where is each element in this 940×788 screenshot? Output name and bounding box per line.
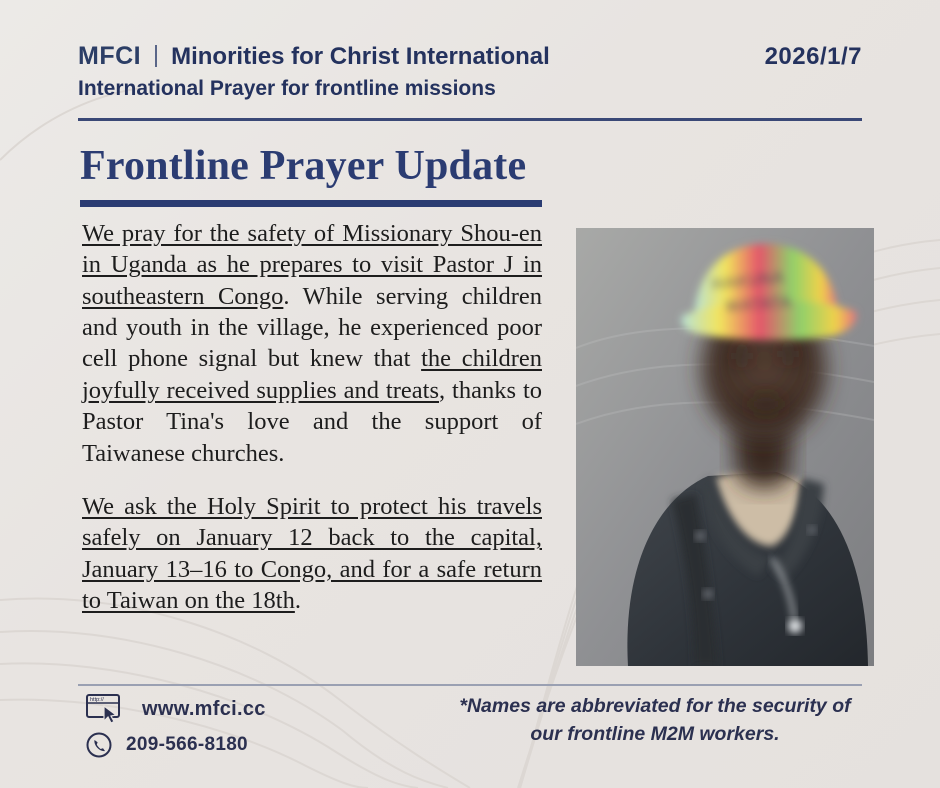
security-disclaimer	[440, 692, 870, 749]
header-subtitle: International Prayer for frontline missions	[78, 77, 496, 100]
phone-number[interactable]: 209-566-8180	[126, 734, 248, 755]
issue-date: 2026/1/7	[764, 43, 862, 70]
missionary-photo-illustration	[576, 228, 874, 666]
paragraph-two-highlight: We ask the Holy Spirit to protect his travels safely on January 12 back to the capital, January 13–16 to Congo, and for a safe return to Taiwan on the 18th	[82, 492, 542, 614]
brand-full-name: Minorities for Christ International	[171, 43, 550, 70]
svg-text:MATATA: MATATA	[724, 292, 793, 316]
paragraph-one-highlight-b: the children joyfully received supplies and treats	[82, 345, 542, 404]
footer-divider	[78, 684, 862, 686]
paragraph-one-text-a: . While serving children and youth in the village, he experienced poor cell phone signal but knew that	[82, 282, 542, 373]
phone-icon	[86, 732, 112, 758]
brand	[78, 42, 550, 71]
paragraph-one	[82, 218, 542, 469]
header-top-row	[78, 42, 862, 71]
brand-abbreviation: MFCI	[78, 42, 142, 70]
website-url[interactable]: www.mfci.cc	[142, 697, 266, 720]
svg-text:http://: http://	[90, 697, 104, 703]
page-title: Frontline Prayer Update	[80, 143, 527, 189]
disclaimer-line-2: our frontline M2M workers.	[530, 723, 780, 746]
header	[78, 42, 862, 101]
paragraph-one-highlight-a: We pray for the safety of Missionary Shou-en in Uganda as he prepares to visit Pastor J in southeastern Congo	[82, 220, 542, 310]
missionary-photo	[576, 228, 874, 666]
body-copy	[82, 218, 542, 638]
title-underline	[80, 200, 542, 207]
svg-text:HAKUNA: HAKUNA	[710, 267, 786, 294]
browser-window-icon	[86, 694, 128, 724]
header-divider	[78, 118, 862, 121]
paragraph-one-text-b: , thanks to Pastor Tina's love and the support of Taiwanese churches.	[82, 376, 543, 467]
paragraph-two	[82, 491, 542, 616]
paragraph-two-text: .	[294, 586, 301, 614]
disclaimer-line-1: *Names are abbreviated for the security of	[459, 695, 851, 717]
brand-divider	[155, 45, 157, 67]
